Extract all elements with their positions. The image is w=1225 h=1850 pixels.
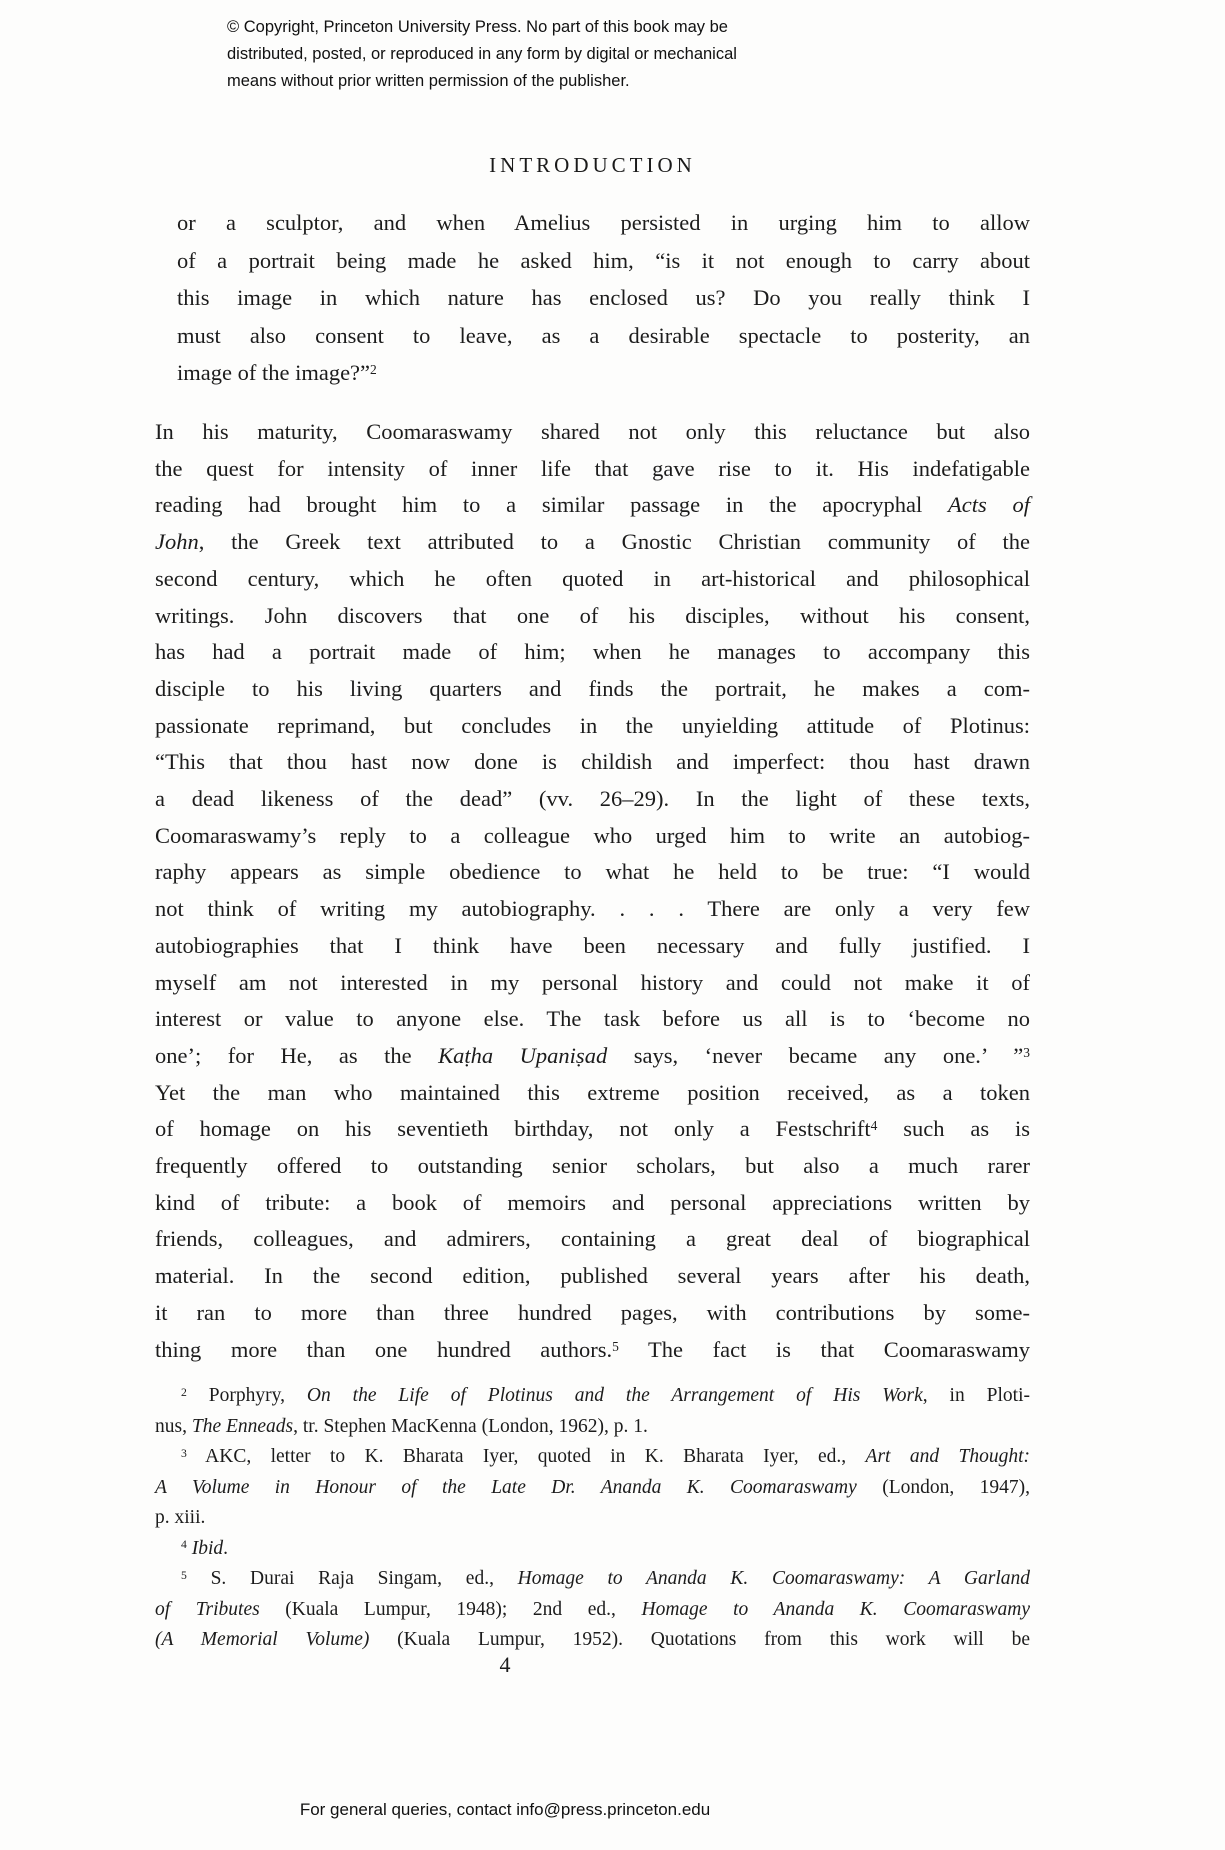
text-run: S. Durai Raja Singam, ed., bbox=[186, 1568, 518, 1589]
text-run: it ran to more than three hundred pages, with contributions by some- bbox=[155, 1299, 1030, 1325]
text-run: frequently offered to outstanding senior scholars, but also a much rarer bbox=[155, 1153, 1030, 1179]
text-run: autobiographies that I think have been necessary and fully justified. I bbox=[155, 932, 1030, 958]
text-run: second century, which he often quoted in art-historical and philosophical bbox=[155, 565, 1030, 591]
text-line bbox=[227, 68, 887, 95]
footnote-marker: 5 bbox=[612, 1338, 619, 1354]
text-run: the quest for intensity of inner life that gave rise to it. His indefatigable bbox=[155, 455, 1030, 481]
text-line bbox=[177, 204, 1030, 242]
text-run: disciple to his living quarters and finds the portrait, he makes a com- bbox=[155, 675, 1030, 701]
text-run: (Kuala Lumpur, 1952). Quotations from this work will be bbox=[369, 1629, 1030, 1650]
text-line bbox=[155, 1038, 1030, 1075]
footnote-marker: 3 bbox=[1023, 1044, 1031, 1060]
text-line bbox=[155, 928, 1030, 965]
body-paragraph bbox=[155, 414, 1030, 1368]
text-line bbox=[227, 14, 887, 41]
text-run: of a portrait being made he asked him, “is it not enough to carry about bbox=[177, 247, 1030, 273]
footnote-marker: 2 bbox=[181, 1385, 187, 1399]
text-line bbox=[155, 1332, 1030, 1369]
text-run: raphy appears as simple obedience to what he held to be true: “I would bbox=[155, 859, 1030, 885]
text-run: Acts of bbox=[948, 492, 1030, 518]
text-line bbox=[155, 1595, 1030, 1626]
text-run: , the Greek text attributed to a Gnostic Christian community of the bbox=[198, 529, 1030, 555]
text-run: Porphyry, bbox=[186, 1385, 307, 1406]
text-run: On the Life of Plotinus and the Arrangement of His Work bbox=[306, 1385, 923, 1406]
text-run: © Copyright, Princeton University Press. No part of this book may be bbox=[227, 18, 728, 36]
text-run: material. In the second edition, published several years after his death, bbox=[155, 1263, 1030, 1289]
text-line bbox=[155, 524, 1030, 561]
text-run: such as is bbox=[877, 1116, 1030, 1142]
text-run: image of the image?” bbox=[177, 360, 371, 385]
text-run: reading had brought him to a similar passage in the apocryphal bbox=[155, 492, 949, 518]
text-line bbox=[155, 1564, 1030, 1595]
footnotes bbox=[155, 1381, 1030, 1656]
footnote-marker: 2 bbox=[370, 361, 377, 377]
text-line bbox=[155, 1185, 1030, 1222]
text-run: passionate reprimand, but concludes in the unyielding attitude of Plotinus: bbox=[155, 712, 1030, 738]
text-run: interest or value to anyone else. The task before us all is to ‘become no bbox=[155, 1006, 1030, 1032]
text-run: not think of writing my autobiography. . . . There are only a very few bbox=[155, 896, 1030, 922]
text-run: , in Ploti- bbox=[922, 1385, 1030, 1406]
text-line bbox=[155, 598, 1030, 635]
text-line bbox=[155, 781, 1030, 818]
text-line bbox=[155, 1412, 1030, 1443]
text-line bbox=[155, 1442, 1030, 1473]
text-line bbox=[155, 1075, 1030, 1112]
text-line bbox=[155, 965, 1030, 1002]
text-run: one’; for He, as the bbox=[155, 1042, 439, 1068]
text-run: a dead likeness of the dead” (vv. 26–29). In the light of these texts, bbox=[155, 786, 1030, 812]
text-line bbox=[155, 1295, 1030, 1332]
text-line bbox=[177, 354, 1030, 392]
text-run: p. xiii. bbox=[155, 1507, 206, 1528]
text-run: of Tributes bbox=[155, 1598, 260, 1620]
text-line bbox=[155, 818, 1030, 855]
text-run: Yet the man who maintained this extreme position received, as a token bbox=[155, 1079, 1030, 1105]
text-run: means without prior written permission of the publisher. bbox=[227, 72, 630, 90]
text-line bbox=[155, 1473, 1030, 1504]
text-run: says, ‘never became any one.’ ” bbox=[607, 1042, 1024, 1068]
text-run: The fact is that Coomaraswamy bbox=[618, 1336, 1030, 1362]
text-line bbox=[155, 1221, 1030, 1258]
text-run: myself am not interested in my personal history and could not make it of bbox=[155, 969, 1030, 995]
text-line bbox=[155, 854, 1030, 891]
text-run: In his maturity, Coomaraswamy shared not only this reluctance but also bbox=[155, 419, 1030, 444]
footer-contact: For general queries, contact info@press.princeton.edu bbox=[299, 1800, 711, 1819]
text-run: AKC, letter to K. Bharata Iyer, quoted in K. Bharata Iyer, ed., bbox=[186, 1446, 866, 1467]
footnote-marker: 4 bbox=[181, 1538, 187, 1552]
text-run: Art and Thought: bbox=[865, 1446, 1030, 1467]
text-line bbox=[155, 1503, 1030, 1534]
text-run: Homage to Ananda K. Coomaraswamy: A Garland bbox=[517, 1568, 1030, 1589]
text-line bbox=[155, 744, 1030, 781]
text-line bbox=[155, 634, 1030, 671]
text-line bbox=[155, 451, 1030, 488]
text-run: (A Memorial Volume) bbox=[155, 1629, 370, 1650]
block-quote bbox=[177, 204, 1030, 392]
page-number: 4 bbox=[499, 1652, 511, 1677]
text-run: (Kuala Lumpur, 1948); 2nd ed., bbox=[259, 1598, 642, 1620]
text-line bbox=[155, 1258, 1030, 1295]
text-run: Kaṭha Upaniṣad bbox=[438, 1042, 608, 1068]
text-line bbox=[155, 1148, 1030, 1185]
text-run: John bbox=[155, 529, 199, 555]
text-run: , tr. Stephen MacKenna (London, 1962), p. 1. bbox=[293, 1415, 648, 1437]
text-line bbox=[155, 1625, 1030, 1656]
text-run: Homage to Ananda K. Coomaraswamy bbox=[641, 1598, 1031, 1620]
text-line bbox=[155, 1534, 1030, 1565]
text-line bbox=[155, 1001, 1030, 1038]
text-run: “This that thou hast now done is childish and imperfect: thou hast drawn bbox=[155, 749, 1030, 775]
footnote-marker: 3 bbox=[181, 1446, 187, 1460]
text-line bbox=[155, 414, 1030, 451]
text-line bbox=[155, 708, 1030, 745]
text-run: must also consent to leave, as a desirable spectacle to posterity, an bbox=[177, 322, 1030, 348]
text-run: Coomaraswamy’s reply to a colleague who urged him to write an autobiog- bbox=[155, 822, 1030, 848]
text-line bbox=[177, 317, 1030, 355]
text-run: The Enneads bbox=[191, 1415, 294, 1437]
text-run: of homage on his seventieth birthday, not only a Festschrift bbox=[155, 1116, 871, 1142]
text-run: thing more than one hundred authors. bbox=[155, 1336, 613, 1362]
copyright-notice bbox=[227, 14, 887, 95]
text-run: kind of tribute: a book of memoirs and personal appreciations written by bbox=[155, 1189, 1030, 1215]
footnote-marker: 5 bbox=[181, 1568, 187, 1582]
chapter-heading: INTRODUCTION bbox=[489, 153, 696, 177]
text-run: friends, colleagues, and admirers, containing a great deal of biographical bbox=[155, 1226, 1030, 1252]
text-run: or a sculptor, and when Amelius persisted in urging him to allow bbox=[177, 210, 1030, 235]
text-line bbox=[155, 487, 1030, 524]
text-line bbox=[155, 891, 1030, 928]
text-run: A Volume in Honour of the Late Dr. Ananda K. Coomaraswamy bbox=[155, 1476, 857, 1498]
text-run: . bbox=[223, 1537, 229, 1559]
text-line bbox=[177, 242, 1030, 280]
text-line bbox=[177, 279, 1030, 317]
text-run: distributed, posted, or reproduced in any form by digital or mechanical bbox=[227, 45, 737, 63]
text-line bbox=[155, 671, 1030, 708]
text-run: (London, 1947), bbox=[856, 1476, 1030, 1498]
text-run: this image in which nature has enclosed us? Do you really think I bbox=[177, 285, 1030, 310]
text-line bbox=[155, 561, 1030, 598]
text-run: writings. John discovers that one of his disciples, without his consent, bbox=[155, 602, 1030, 628]
footnote-marker: 4 bbox=[870, 1118, 878, 1134]
text-run: has had a portrait made of him; when he manages to accompany this bbox=[155, 639, 1030, 665]
text-line bbox=[155, 1381, 1030, 1412]
text-line bbox=[227, 41, 887, 68]
text-run: nus, bbox=[155, 1415, 192, 1437]
text-line bbox=[155, 1111, 1030, 1148]
text-run: Ibid bbox=[191, 1537, 224, 1559]
